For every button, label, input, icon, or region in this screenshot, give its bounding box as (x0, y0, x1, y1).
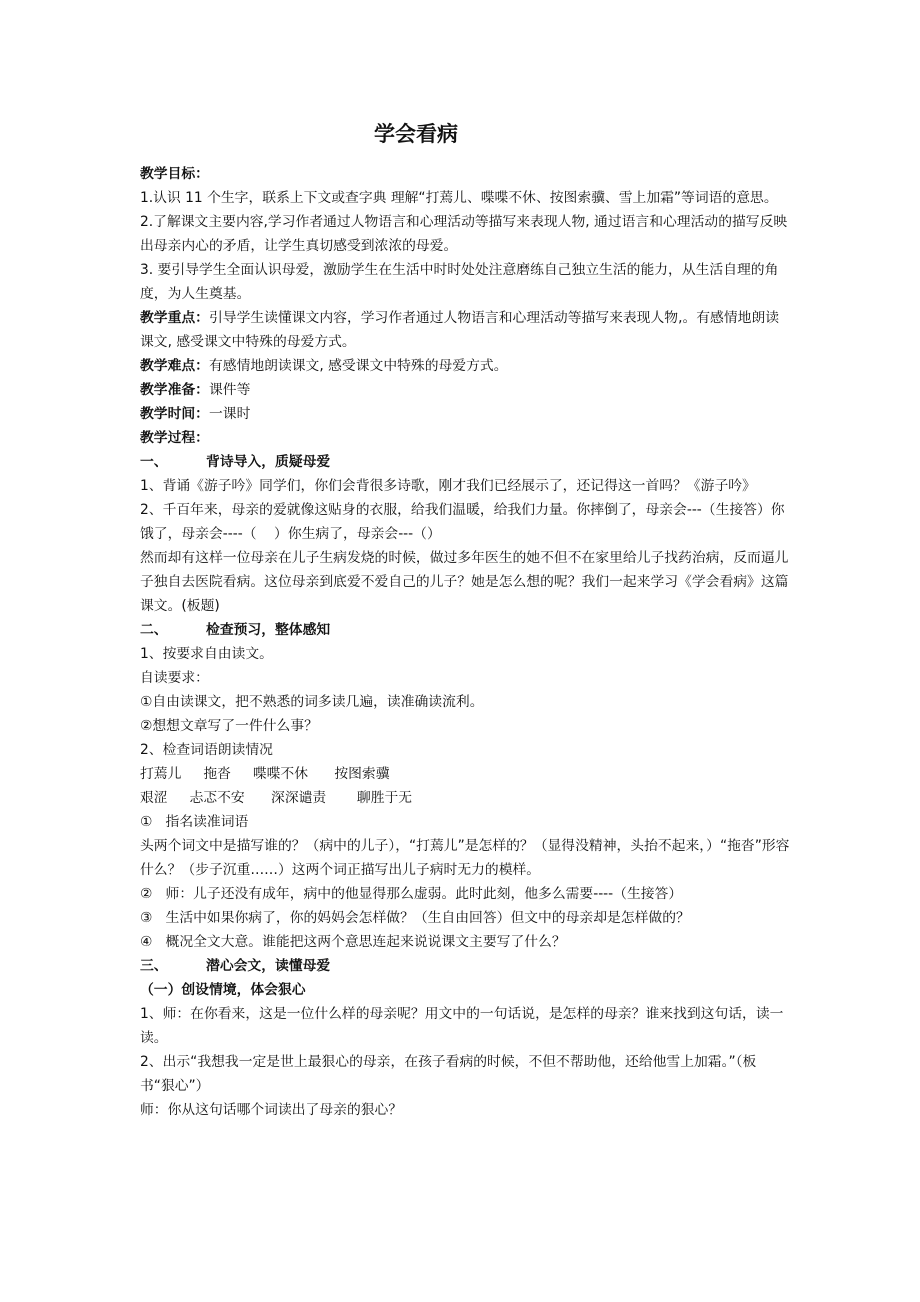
paragraph (140, 162, 790, 186)
paragraph-text: 1、按要求自由读文。 (140, 646, 273, 662)
paragraph-heading: 教学难点： (140, 358, 209, 374)
document-body (140, 162, 790, 1122)
paragraph-heading: 三、 潜心会文，读懂母爱 (140, 958, 331, 974)
paragraph-text: ①自由读课文，把不熟悉的词多读几遍，读准确读流利。 (140, 694, 484, 710)
paragraph-text: ④ 概况全文大意。谁能把这两个意思连起来说说课文主要写了什么？ (140, 934, 566, 950)
paragraph-heading: 教学过程： (140, 430, 209, 446)
paragraph-text: 一课时 (208, 406, 251, 422)
paragraph-text: ② 师：儿子还没有成年，病中的他显得那么虚弱。此时此刻，他多么需要----（生接答） (140, 886, 683, 902)
paragraph-text: 师：你从这句话哪个词读出了母亲的狠心？ (140, 1102, 403, 1118)
paragraph (140, 978, 790, 1002)
paragraph (140, 1098, 790, 1122)
paragraph-text: 有感情地朗读课文, 感受课文中特殊的母爱方式。 (208, 358, 508, 374)
paragraph (140, 1002, 790, 1050)
paragraph (140, 810, 790, 834)
paragraph (140, 498, 790, 546)
paragraph (140, 474, 790, 498)
paragraph (140, 402, 790, 426)
paragraph-text: 课件等 (208, 382, 251, 398)
paragraph-text: ③ 生活中如果你病了，你的妈妈会怎样做？（生自由回答）但文中的母亲却是怎样做的？ (140, 910, 690, 926)
paragraph (140, 306, 790, 354)
paragraph (140, 690, 790, 714)
paragraph-heading: 教学准备： (140, 382, 209, 398)
paragraph-text: 2、千百年来，母亲的爱就像这贴身的衣服，给我们温暖，给我们力量。你摔倒了，母亲会---（生接答）你饿了，母亲会----（ ）你生病了，母亲会---（） (140, 502, 785, 542)
paragraph-text: 引导学生读懂课文内容，学习作者通过人物语言和心理活动等描写来表现人物,。有感情地朗读课文, 感受课文中特殊的母爱方式。 (140, 310, 780, 350)
paragraph (140, 354, 790, 378)
paragraph-text: 然而却有这样一位母亲在儿子生病发烧的时候，做过多年医生的她不但不在家里给儿子找药治病，反而逼儿子独自去医院看病。这位母亲到底爱不爱自己的儿子？她是怎么想的呢？我们一起来学习《学会看病》这篇课文。(板题) (140, 550, 789, 614)
paragraph-text: 自读要求： (140, 670, 209, 686)
paragraph (140, 642, 790, 666)
paragraph (140, 186, 790, 210)
paragraph (140, 258, 790, 306)
paragraph (140, 426, 790, 450)
paragraph-heading: 教学时间： (140, 406, 209, 422)
paragraph-text: 2.了解课文主要内容,学习作者通过人物语言和心理活动等描写来表现人物, 通过语言和心理活动的描写反映出母亲内心的矛盾，让学生真切感受到浓浓的母爱。 (140, 214, 788, 254)
paragraph (140, 762, 790, 786)
paragraph-text: 3. 要引导学生全面认识母爱，激励学生在生活中时时处处注意磨练自己独立生活的能力，从生活自理的角度，为人生奠基。 (140, 262, 779, 302)
paragraph-text: ① 指名读准词语 (140, 814, 249, 830)
paragraph (140, 618, 790, 642)
paragraph (140, 378, 790, 402)
paragraph (140, 450, 790, 474)
paragraph-text: 打蔫儿 拖沓 喋喋不休 按图索骥 (140, 766, 390, 782)
paragraph (140, 906, 790, 930)
paragraph (140, 954, 790, 978)
paragraph (140, 786, 790, 810)
paragraph (140, 210, 790, 258)
paragraph-text: 1、师：在你看来，这是一位什么样的母亲呢？用文中的一句话说，是怎样的母亲？谁来找到这句话，读一读。 (140, 1006, 784, 1046)
paragraph (140, 834, 790, 882)
paragraph (140, 930, 790, 954)
paragraph-text: ②想想文章写了一件什么事？ (140, 718, 318, 734)
paragraph (140, 546, 790, 618)
paragraph-heading: （一）创设情境，体会狠心 (140, 982, 306, 998)
paragraph-text: 1、背诵《游子吟》同学们，你们会背很多诗歌，刚才我们已经展示了，还记得这一首吗？《游子吟》 (140, 478, 756, 494)
paragraph-heading: 二、 检查预习，整体感知 (140, 622, 331, 638)
paragraph-text: 艰涩 忐忑不安 深深谴责 聊胜于无 (140, 790, 413, 806)
paragraph-text: 2、出示“我想我一定是世上最狠心的母亲，在孩子看病的时候，不但不帮助他，还给他雪上加霜。”（板书“狠心”） (140, 1054, 757, 1094)
paragraph-heading: 教学目标： (140, 166, 209, 182)
paragraph (140, 666, 790, 690)
paragraph (140, 738, 790, 762)
paragraph-heading: 教学重点： (140, 310, 209, 326)
paragraph (140, 882, 790, 906)
paragraph-text: 1.认识 11 个生字，联系上下文或查字典 理解“打蔫儿、喋喋不休、按图索骥、雪上加霜”等词语的意思。 (140, 190, 778, 206)
paragraph (140, 714, 790, 738)
paragraph-heading: 一、 背诗导入，质疑母爱 (140, 454, 331, 470)
document-title: 学会看病 (374, 122, 458, 146)
paragraph-text: 头两个词文中是描写谁的？（病中的儿子），“打蔫儿”是怎样的？（显得没精神，头抬不起来，）“拖沓”形容什么？（步子沉重……）这两个词正描写出儿子病时无力的模样。 (140, 838, 790, 878)
paragraph (140, 1050, 790, 1098)
paragraph-text: 2、检查词语朗读情况 (140, 742, 273, 758)
